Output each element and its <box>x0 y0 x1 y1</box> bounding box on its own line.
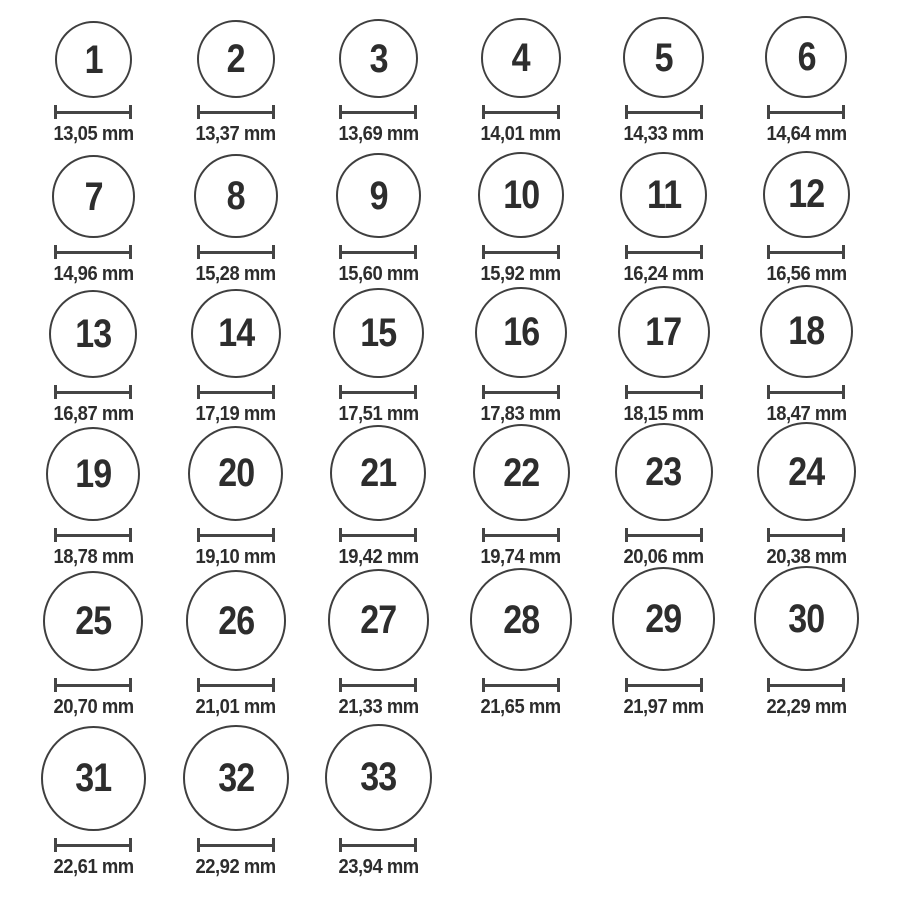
size-circle <box>473 424 570 521</box>
size-circle <box>183 725 289 831</box>
measure-line <box>200 251 272 254</box>
measure-tick-right <box>129 528 132 542</box>
diameter-measure-bracket <box>197 838 275 852</box>
size-item <box>22 290 165 426</box>
size-number: 5 <box>654 35 673 80</box>
diameter-measure-bracket <box>54 528 132 542</box>
size-item <box>165 725 308 879</box>
size-item <box>22 427 165 569</box>
diameter-measure-bracket <box>339 528 417 542</box>
measure-tick-right <box>557 245 560 259</box>
measure-tick-right <box>842 385 845 399</box>
size-number: 27 <box>360 598 397 643</box>
size-item <box>307 153 450 286</box>
size-circle <box>41 726 147 832</box>
size-number: 16 <box>503 310 540 355</box>
diameter-measure-bracket <box>482 245 560 259</box>
size-circle <box>481 18 561 98</box>
measure-tick-right <box>129 105 132 119</box>
size-number: 21 <box>360 451 397 495</box>
measure-line <box>770 111 842 114</box>
diameter-label: 14,96 mm <box>53 263 134 285</box>
diameter-label: 23,94 mm <box>338 856 419 878</box>
diameter-measure-bracket <box>767 105 845 119</box>
size-item <box>22 155 165 286</box>
size-item <box>735 566 878 719</box>
diameter-label: 18,15 mm <box>623 403 704 425</box>
size-circle <box>194 154 278 238</box>
diameter-label: 14,64 mm <box>766 123 847 145</box>
size-circle <box>475 287 566 378</box>
size-circle <box>760 285 853 378</box>
size-number: 7 <box>84 174 103 219</box>
size-number: 33 <box>360 755 397 800</box>
size-number: 25 <box>75 599 112 644</box>
measure-line <box>200 534 272 537</box>
diameter-measure-bracket <box>482 678 560 692</box>
size-number: 26 <box>217 598 254 643</box>
measure-line <box>57 844 129 847</box>
measure-tick-right <box>414 105 417 119</box>
size-circle <box>46 427 140 521</box>
size-row <box>22 146 878 286</box>
size-item <box>735 422 878 569</box>
measure-tick-right <box>700 245 703 259</box>
diameter-label: 20,70 mm <box>53 696 134 718</box>
diameter-measure-bracket <box>197 105 275 119</box>
size-circle <box>43 571 143 671</box>
size-circle <box>754 566 859 671</box>
diameter-label: 21,65 mm <box>480 696 562 718</box>
measure-line <box>485 111 557 114</box>
diameter-label: 13,05 mm <box>53 123 134 145</box>
diameter-measure-bracket <box>767 245 845 259</box>
size-item <box>592 286 735 426</box>
size-row <box>22 719 878 879</box>
measure-tick-right <box>414 385 417 399</box>
size-number: 22 <box>503 450 540 495</box>
diameter-measure-bracket <box>54 245 132 259</box>
size-item <box>307 569 450 719</box>
diameter-measure-bracket <box>482 385 560 399</box>
diameter-measure-bracket <box>339 245 417 259</box>
size-circle <box>330 425 426 521</box>
size-number: 30 <box>788 596 825 641</box>
measure-line <box>200 844 272 847</box>
measure-tick-right <box>557 528 560 542</box>
measure-line <box>200 684 272 687</box>
size-number: 3 <box>369 36 388 81</box>
measure-line <box>485 391 557 394</box>
diameter-measure-bracket <box>625 528 703 542</box>
measure-tick-right <box>414 245 417 259</box>
size-item <box>592 17 735 146</box>
diameter-measure-bracket <box>339 105 417 119</box>
size-item <box>307 288 450 426</box>
size-item <box>450 568 593 719</box>
size-circle <box>765 16 847 98</box>
size-item <box>22 726 165 880</box>
size-item <box>735 16 878 146</box>
measure-line <box>770 391 842 394</box>
measure-tick-right <box>129 385 132 399</box>
size-number: 12 <box>788 172 825 217</box>
size-number: 18 <box>788 309 825 354</box>
diameter-measure-bracket <box>197 528 275 542</box>
size-circle <box>618 286 710 378</box>
size-circle <box>197 20 275 98</box>
size-number: 28 <box>503 597 540 642</box>
measure-tick-right <box>272 105 275 119</box>
size-circle <box>339 19 418 98</box>
diameter-measure-bracket <box>339 385 417 399</box>
measure-tick-right <box>272 245 275 259</box>
size-number: 4 <box>512 36 531 81</box>
size-item <box>735 151 878 286</box>
measure-tick-right <box>129 245 132 259</box>
size-number: 29 <box>645 597 682 642</box>
measure-line <box>57 111 129 114</box>
measure-tick-right <box>414 678 417 692</box>
diameter-measure-bracket <box>767 385 845 399</box>
size-item <box>165 154 308 286</box>
diameter-label: 17,83 mm <box>480 403 562 425</box>
size-circle <box>623 17 704 98</box>
measure-tick-right <box>129 678 132 692</box>
diameter-measure-bracket <box>625 385 703 399</box>
diameter-measure-bracket <box>54 105 132 119</box>
diameter-label: 22,29 mm <box>766 696 847 718</box>
size-circle <box>470 568 573 671</box>
diameter-measure-bracket <box>625 678 703 692</box>
diameter-measure-bracket <box>482 105 560 119</box>
diameter-label: 19,42 mm <box>338 546 419 568</box>
diameter-label: 18,78 mm <box>53 546 134 568</box>
size-row <box>22 286 878 426</box>
measure-line <box>200 391 272 394</box>
diameter-measure-bracket <box>339 838 417 852</box>
measure-tick-right <box>129 838 132 852</box>
measure-line <box>342 251 414 254</box>
measure-line <box>200 111 272 114</box>
diameter-measure-bracket <box>339 678 417 692</box>
size-number: 23 <box>645 450 682 495</box>
diameter-label: 21,01 mm <box>195 696 276 718</box>
size-circle <box>612 567 716 671</box>
measure-tick-right <box>700 385 703 399</box>
diameter-label: 13,37 mm <box>195 123 276 145</box>
size-circle <box>188 426 283 521</box>
diameter-measure-bracket <box>197 245 275 259</box>
measure-line <box>57 534 129 537</box>
measure-tick-right <box>557 385 560 399</box>
measure-line <box>57 251 129 254</box>
size-circle <box>333 288 423 378</box>
diameter-label: 13,69 mm <box>338 123 419 145</box>
measure-tick-right <box>557 678 560 692</box>
size-number: 15 <box>360 310 397 355</box>
diameter-label: 20,38 mm <box>766 546 847 568</box>
measure-line <box>342 534 414 537</box>
measure-tick-right <box>700 528 703 542</box>
size-item <box>165 20 308 146</box>
measure-line <box>628 684 700 687</box>
size-item <box>450 424 593 569</box>
size-circle <box>757 422 856 521</box>
measure-tick-right <box>700 678 703 692</box>
size-number: 8 <box>226 174 245 219</box>
diameter-measure-bracket <box>197 678 275 692</box>
measure-line <box>770 251 842 254</box>
measure-line <box>342 684 414 687</box>
diameter-label: 14,01 mm <box>480 123 562 145</box>
size-item <box>165 570 308 719</box>
size-item <box>307 19 450 146</box>
measure-line <box>628 534 700 537</box>
measure-line <box>628 111 700 114</box>
size-number: 31 <box>75 756 112 801</box>
size-number: 32 <box>217 755 254 800</box>
diameter-label: 16,56 mm <box>766 263 847 285</box>
size-circle <box>615 423 713 521</box>
measure-line <box>770 534 842 537</box>
size-circle <box>478 152 564 238</box>
diameter-label: 15,60 mm <box>338 263 419 285</box>
size-number: 24 <box>788 449 825 494</box>
size-item <box>450 18 593 146</box>
measure-tick-right <box>272 838 275 852</box>
diameter-measure-bracket <box>54 678 132 692</box>
diameter-label: 15,28 mm <box>195 263 276 285</box>
size-number: 10 <box>503 173 540 218</box>
size-number: 20 <box>217 451 254 496</box>
size-item <box>592 423 735 569</box>
measure-line <box>342 844 414 847</box>
size-number: 19 <box>75 451 112 496</box>
diameter-label: 22,92 mm <box>195 856 276 878</box>
size-number: 2 <box>226 37 245 82</box>
measure-tick-right <box>414 528 417 542</box>
size-row <box>22 569 878 719</box>
measure-tick-right <box>842 528 845 542</box>
measure-line <box>628 391 700 394</box>
size-number: 17 <box>645 309 682 354</box>
diameter-label: 21,97 mm <box>623 696 704 718</box>
measure-tick-right <box>272 678 275 692</box>
diameter-measure-bracket <box>767 678 845 692</box>
size-item <box>307 425 450 569</box>
diameter-label: 19,74 mm <box>480 546 562 568</box>
size-circle <box>763 151 850 238</box>
size-number: 6 <box>797 35 816 80</box>
measure-line <box>342 111 414 114</box>
diameter-label: 17,51 mm <box>338 403 419 425</box>
measure-tick-right <box>414 838 417 852</box>
size-item <box>450 287 593 426</box>
diameter-measure-bracket <box>54 838 132 852</box>
diameter-label: 16,24 mm <box>623 263 704 285</box>
size-circle <box>325 724 432 831</box>
measure-tick-right <box>842 105 845 119</box>
diameter-label: 22,61 mm <box>53 856 134 878</box>
diameter-label: 18,47 mm <box>766 403 847 425</box>
measure-line <box>57 391 129 394</box>
size-circle <box>52 155 135 238</box>
diameter-label: 16,87 mm <box>53 403 134 425</box>
size-number: 1 <box>84 37 103 82</box>
measure-line <box>628 251 700 254</box>
size-item <box>165 426 308 569</box>
measure-line <box>485 684 557 687</box>
measure-line <box>342 391 414 394</box>
size-number: 13 <box>75 311 112 356</box>
measure-line <box>770 684 842 687</box>
diameter-label: 14,33 mm <box>623 123 704 145</box>
size-item <box>735 285 878 426</box>
diameter-label: 17,19 mm <box>195 403 276 425</box>
size-number: 14 <box>217 311 254 356</box>
size-circle <box>191 289 280 378</box>
measure-tick-right <box>842 678 845 692</box>
size-number: 9 <box>369 173 388 218</box>
diameter-measure-bracket <box>625 105 703 119</box>
size-circle <box>186 570 287 671</box>
size-circle <box>55 21 132 98</box>
size-row <box>22 426 878 569</box>
size-circle <box>49 290 137 378</box>
diameter-measure-bracket <box>482 528 560 542</box>
measure-line <box>57 684 129 687</box>
measure-tick-right <box>557 105 560 119</box>
diameter-label: 21,33 mm <box>338 696 419 718</box>
size-item <box>592 567 735 719</box>
size-item <box>165 289 308 426</box>
size-item <box>22 21 165 146</box>
size-item <box>307 724 450 879</box>
size-item <box>592 152 735 287</box>
measure-line <box>485 534 557 537</box>
measure-line <box>485 251 557 254</box>
measure-tick-right <box>700 105 703 119</box>
size-circle <box>328 569 430 671</box>
size-item <box>450 152 593 286</box>
diameter-label: 20,06 mm <box>623 546 704 568</box>
measure-tick-right <box>272 385 275 399</box>
diameter-measure-bracket <box>625 245 703 259</box>
size-number: 11 <box>646 172 681 217</box>
diameter-measure-bracket <box>197 385 275 399</box>
size-circle <box>620 152 707 239</box>
size-row <box>22 6 878 146</box>
diameter-measure-bracket <box>767 528 845 542</box>
size-item <box>22 571 165 719</box>
diameter-measure-bracket <box>54 385 132 399</box>
size-circle <box>336 153 421 238</box>
measure-tick-right <box>842 245 845 259</box>
diameter-label: 15,92 mm <box>480 263 562 285</box>
measure-tick-right <box>272 528 275 542</box>
diameter-label: 19,10 mm <box>195 546 276 568</box>
